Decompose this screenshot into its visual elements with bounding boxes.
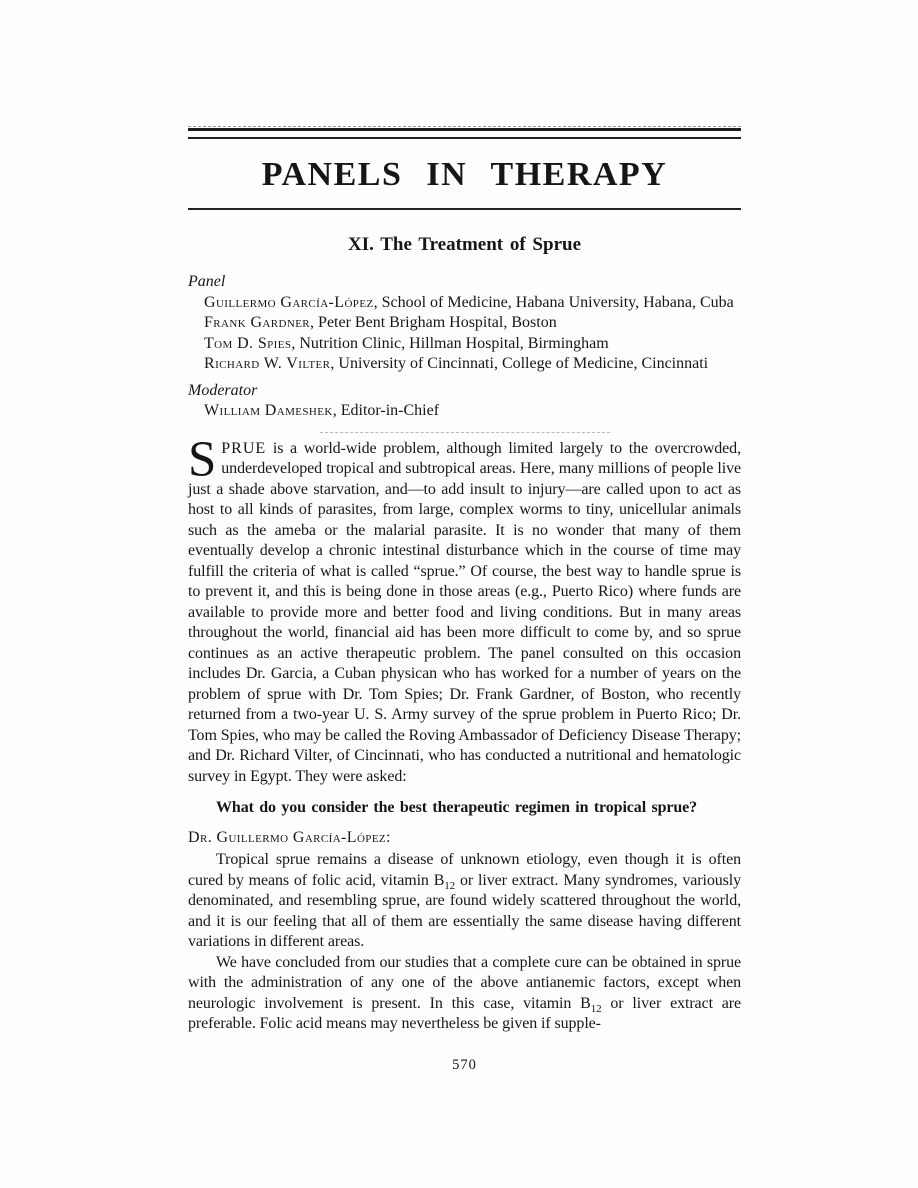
section-title: XI. The Treatment of Sprue (347, 234, 581, 255)
vitamin-b12-subscript: 12 (444, 879, 456, 892)
drop-cap: S (188, 431, 217, 488)
panel-member-affiliation: , Nutrition Clinic, Hillman Hospital, Birmingham (291, 334, 609, 352)
panel-member-name: Richard W. Vilter (204, 355, 331, 372)
page-title: PANELS IN THERAPY (261, 156, 668, 193)
article-body (188, 431, 742, 1035)
panel-member-affiliation: , Peter Bent Brigham Hospital, Boston (310, 314, 557, 331)
lead-caps: PRUE (221, 439, 267, 457)
answer-paragraph-2 (188, 953, 741, 1035)
page-content (188, 126, 741, 1074)
panel-member (188, 293, 741, 314)
panel-label: Panel (188, 273, 226, 290)
vitamin-b12-subscript: 12 (590, 1002, 602, 1015)
answer-1-text: Tropical sprue remains a disease of unknown etiology, even though it is often cured by means of folic acid, vitamin B (188, 851, 741, 889)
title-divider-rule (188, 208, 741, 210)
answer-2-text-cont: or liver extract are preferable. Folic acid means may nevertheless be given if supple- (188, 994, 742, 1032)
answer-paragraph-1 (188, 850, 741, 953)
moderator-name: William Dameshek (204, 402, 333, 419)
page-number: 570 (452, 1056, 477, 1073)
panel-member (188, 354, 741, 375)
panel-member-affiliation: , University of Cincinnati, College of Medicine, Cincinnati (330, 355, 709, 372)
panel-member-affiliation: , School of Medicine, Habana University, Habana, Cuba (373, 293, 734, 311)
answer-2-text: We have concluded from our studies that a complete cure can be obtained in sprue with the administration of any one of the above antianemic factors, except when neurologic involvement is present. In this case, vitamin B (188, 953, 741, 1012)
intro-text: is a world-wide problem, although limited largely to the overcrowded, underdeveloped tropical and subtropical areas. Here, many millions of people live just a shade above starvation, and—to add insult to injury—are called upon to act as host to all kinds of parasites, from large, complex worms to tiny, unicellular animals such as the ameba or the malarial parasite. It is no wonder that many of them eventually develop a chronic intestinal disturbance which in the course of time may fulfill the criteria of what is called “sprue.” Of course, the best way to handle sprue is to prevent it, and this is being done in those areas (e.g., Puerto Rico) where funds are available to provide more and better food and living conditions. But in many areas throughout the world, financial aid has been more difficult to come by, and so sprue continues as an active therapeutic problem. The panel consulted on this occasion includes Dr. Garcia, a Cuban physican who has worked for a number of years on the problem of sprue with Dr. Tom Spies; Dr. Frank Gardner, of Boston, who recently returned from a two-year U. S. Army survey of the sprue problem in Puerto Rico; Dr. Tom Spies, who may be called the Roving Ambassador of Deficiency Disease Therapy; and Dr. Richard Vilter, of Cincinnati, who has conducted a nutritional and hematologic survey in Egypt. They were asked: (188, 439, 741, 785)
answer-1-text-cont: or liver extract. Many syndromes, variously denominated, and resembling sprue, are found widely scattered throughout the world, and it is our feeling that all of them are essentially the same disease having different variations in different areas. (188, 871, 741, 950)
top-rule-thin (188, 137, 741, 139)
intro-paragraph (188, 431, 741, 788)
panel-question: What do you consider the best therapeutic regimen in tropical sprue? (216, 799, 698, 816)
moderator-line (188, 401, 741, 422)
panel-member-name: Frank Gardner (204, 314, 311, 331)
top-rule-faint (188, 126, 741, 127)
moderator-label: Moderator (188, 381, 258, 399)
top-rule-thick (188, 128, 741, 131)
panel-member (188, 313, 741, 334)
speaker-heading: Dr. Guillermo García-López: (188, 828, 391, 846)
front-matter (188, 272, 741, 422)
section-break-rule (320, 432, 610, 433)
panel-member-name: Tom D. Spies (204, 334, 292, 352)
panel-member-name: Guillermo García-López (204, 293, 374, 311)
panel-member (188, 334, 741, 355)
moderator-affiliation: , Editor-in-Chief (332, 402, 440, 419)
